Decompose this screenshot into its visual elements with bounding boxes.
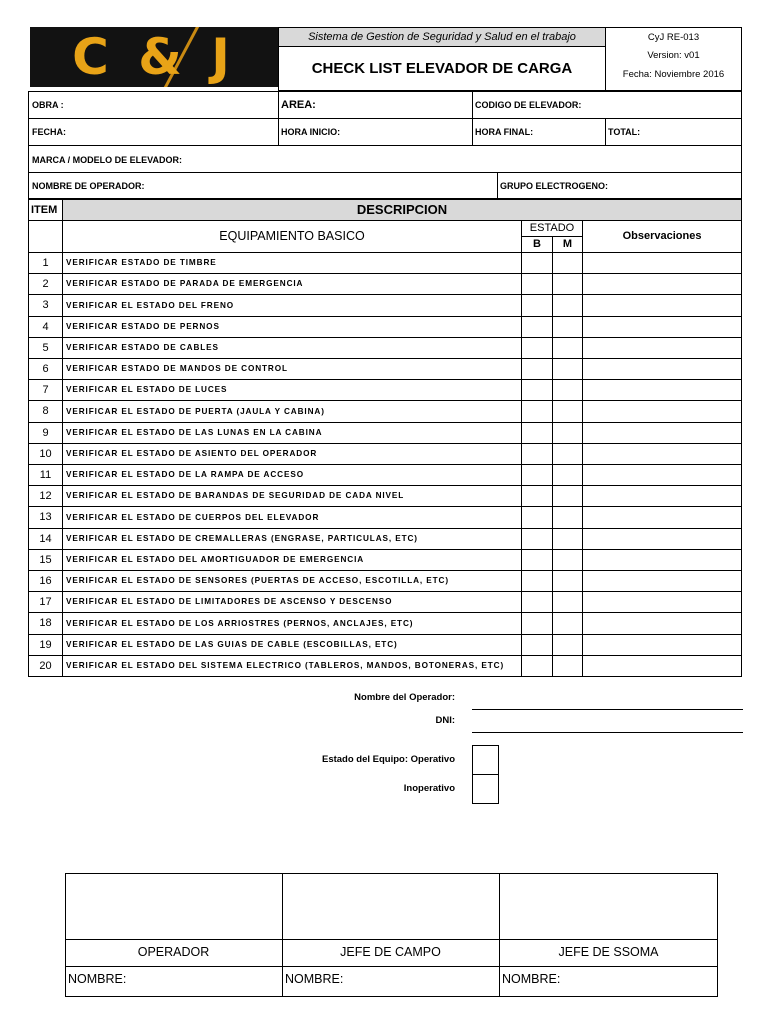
- logo-text: C & J: [72, 28, 236, 86]
- observaciones-cell[interactable]: [582, 400, 742, 423]
- signature-name-jefe-ssoma: NOMBRE:: [502, 972, 561, 986]
- divider: [65, 939, 718, 940]
- dni-line[interactable]: [472, 732, 743, 733]
- estado-b-cell[interactable]: [521, 506, 553, 529]
- field-total-label: TOTAL:: [608, 127, 641, 137]
- dni-label: DNI:: [435, 715, 455, 726]
- observaciones-cell[interactable]: [582, 570, 742, 592]
- item-subheader-cell: [28, 220, 63, 253]
- item-description-cell: VERIFICAR EL ESTADO DE SENSORES (PUERTAS DE ACCESO, ESCOTILLA, ETC): [62, 570, 522, 592]
- field-hora-inicio-label: HORA INICIO:: [281, 127, 341, 137]
- item-description-cell: VERIFICAR EL ESTADO DE LIMITADORES DE ASCENSO Y DESCENSO: [62, 591, 522, 613]
- item-description-cell: VERIFICAR EL ESTADO DE LAS LUNAS EN LA CABINA: [62, 422, 522, 444]
- document-code: CyJ RE-013: [647, 32, 700, 43]
- item-description-cell: VERIFICAR EL ESTADO DEL AMORTIGUADOR DE EMERGENCIA: [62, 549, 522, 571]
- field-area-label: AREA:: [281, 99, 316, 111]
- row-obra: [28, 91, 742, 119]
- item-description-cell: VERIFICAR EL ESTADO DE CREMALLERAS (ENGRASE, PARTICULAS, ETC): [62, 528, 522, 550]
- signature-area-jefe-campo[interactable]: [283, 873, 499, 939]
- item-number-cell: 5: [28, 337, 63, 359]
- estado-m-cell[interactable]: [552, 252, 583, 274]
- item-number-cell: 13: [28, 506, 63, 529]
- item-number-cell: 17: [28, 591, 63, 613]
- item-description-cell: VERIFICAR EL ESTADO DE LUCES: [62, 379, 522, 401]
- estado-b-cell[interactable]: [521, 337, 553, 359]
- estado-m-cell[interactable]: [552, 358, 583, 380]
- company-logo: [30, 27, 278, 87]
- item-header: ITEM: [28, 199, 63, 221]
- estado-b-cell[interactable]: [521, 422, 553, 444]
- item-description-cell: VERIFICAR ESTADO DE TIMBRE: [62, 252, 522, 274]
- signature-name-jefe-campo: NOMBRE:: [285, 972, 344, 986]
- item-number-cell: 19: [28, 634, 63, 656]
- item-number-cell: 2: [28, 273, 63, 295]
- estado-b-cell[interactable]: [521, 570, 553, 592]
- operativo-checkbox[interactable]: [472, 745, 499, 775]
- signature-role-operador: OPERADOR: [137, 945, 210, 959]
- observaciones-cell[interactable]: [582, 528, 742, 550]
- item-number-cell: 16: [28, 570, 63, 592]
- signature-role-jefe-ssoma: JEFE DE SSOMA: [558, 945, 659, 959]
- item-number-cell: 8: [28, 400, 63, 423]
- estado-m-cell[interactable]: [552, 634, 583, 656]
- item-number-cell: 6: [28, 358, 63, 380]
- estado-m-cell[interactable]: [552, 443, 583, 465]
- item-number-cell: 1: [28, 252, 63, 274]
- estado-b-cell[interactable]: [521, 273, 553, 295]
- observaciones-cell[interactable]: [582, 358, 742, 380]
- estado-m-cell[interactable]: [552, 316, 583, 338]
- estado-m-cell[interactable]: [552, 570, 583, 592]
- estado-m-cell[interactable]: [552, 294, 583, 317]
- estado-header: ESTADO: [521, 220, 583, 237]
- field-obra-label: OBRA :: [32, 100, 64, 110]
- system-name: Sistema de Gestion de Seguridad y Salud en el trabajo: [278, 27, 606, 47]
- item-description-cell: VERIFICAR EL ESTADO DE ASIENTO DEL OPERADOR: [62, 443, 522, 465]
- observaciones-cell[interactable]: [582, 273, 742, 295]
- signature-area-jefe-ssoma[interactable]: [500, 873, 718, 939]
- item-description-cell: VERIFICAR ESTADO DE MANDOS DE CONTROL: [62, 358, 522, 380]
- estado-m-cell[interactable]: [552, 612, 583, 635]
- document-title: CHECK LIST ELEVADOR DE CARGA: [278, 46, 606, 91]
- item-number-cell: 7: [28, 379, 63, 401]
- estado-b-cell[interactable]: [521, 252, 553, 274]
- estado-m-cell[interactable]: [552, 528, 583, 550]
- item-number-cell: 14: [28, 528, 63, 550]
- estado-m-cell[interactable]: [552, 591, 583, 613]
- estado-b-cell[interactable]: [521, 358, 553, 380]
- estado-m-cell[interactable]: [552, 549, 583, 571]
- item-number-cell: 20: [28, 655, 63, 677]
- inoperativo-label: Inoperativo: [403, 783, 455, 794]
- item-description-cell: VERIFICAR EL ESTADO DE BARANDAS DE SEGURIDAD DE CADA NIVEL: [62, 485, 522, 507]
- estado-b-cell[interactable]: [521, 655, 553, 677]
- estado-m-cell[interactable]: [552, 464, 583, 486]
- observaciones-cell[interactable]: [582, 612, 742, 635]
- estado-b-cell[interactable]: [521, 379, 553, 401]
- item-number-cell: 12: [28, 485, 63, 507]
- estado-equipo-label: Estado del Equipo: Operativo: [321, 754, 455, 765]
- nombre-operador-line[interactable]: [472, 709, 743, 710]
- nombre-operador-label: Nombre del Operador:: [354, 692, 455, 703]
- item-description-cell: VERIFICAR EL ESTADO DE LOS ARRIOSTRES (PERNOS, ANCLAJES, ETC): [62, 612, 522, 635]
- item-number-cell: 3: [28, 294, 63, 317]
- document-date: Fecha: Noviembre 2016: [622, 69, 725, 80]
- signature-role-jefe-campo: JEFE DE CAMPO: [340, 945, 441, 959]
- field-hora-final-label: HORA FINAL:: [475, 127, 534, 137]
- estado-m-cell[interactable]: [552, 506, 583, 529]
- field-operador-label: NOMBRE DE OPERADOR:: [32, 181, 145, 191]
- signature-name-operador: NOMBRE:: [68, 972, 127, 986]
- estado-b-cell[interactable]: [521, 528, 553, 550]
- field-grupo-label: GRUPO ELECTROGENO:: [500, 181, 609, 191]
- item-number-cell: 9: [28, 422, 63, 444]
- observaciones-cell[interactable]: [582, 252, 742, 274]
- estado-m-cell[interactable]: [552, 422, 583, 444]
- item-description-cell: VERIFICAR EL ESTADO DE PUERTA (JAULA Y CABINA): [62, 400, 522, 423]
- estado-b-cell[interactable]: [521, 612, 553, 635]
- estado-b-cell[interactable]: [521, 485, 553, 507]
- item-description-cell: VERIFICAR EL ESTADO DEL FRENO: [62, 294, 522, 317]
- estado-b-cell[interactable]: [521, 443, 553, 465]
- equipamiento-header: EQUIPAMIENTO BASICO: [62, 220, 522, 253]
- observaciones-cell[interactable]: [582, 294, 742, 317]
- estado-m-header: M: [552, 236, 583, 253]
- document-meta-box: [605, 27, 742, 91]
- estado-m-cell[interactable]: [552, 485, 583, 507]
- descripcion-header: DESCRIPCION: [62, 199, 742, 221]
- estado-m-cell[interactable]: [552, 273, 583, 295]
- item-description-cell: VERIFICAR EL ESTADO DE CUERPOS DEL ELEVADOR: [62, 506, 522, 529]
- field-marca-label: MARCA / MODELO DE ELEVADOR:: [32, 155, 182, 165]
- item-number-cell: 4: [28, 316, 63, 338]
- divider: [65, 966, 718, 967]
- estado-b-cell[interactable]: [521, 464, 553, 486]
- item-number-cell: 11: [28, 464, 63, 486]
- item-number-cell: 10: [28, 443, 63, 465]
- estado-b-cell[interactable]: [521, 634, 553, 656]
- item-description-cell: VERIFICAR EL ESTADO DE LAS GUIAS DE CABLE (ESCOBILLAS, ETC): [62, 634, 522, 656]
- field-fecha-label: FECHA:: [32, 127, 66, 137]
- estado-b-cell[interactable]: [521, 316, 553, 338]
- item-description-cell: VERIFICAR EL ESTADO DE LA RAMPA DE ACCESO: [62, 464, 522, 486]
- observaciones-cell[interactable]: [582, 485, 742, 507]
- observaciones-cell[interactable]: [582, 316, 742, 338]
- item-number-cell: 18: [28, 612, 63, 635]
- estado-b-cell[interactable]: [521, 549, 553, 571]
- observaciones-cell[interactable]: [582, 422, 742, 444]
- document-version: Version: v01: [647, 50, 700, 61]
- observaciones-header: Observaciones: [582, 220, 742, 253]
- estado-b-cell[interactable]: [521, 400, 553, 423]
- estado-m-cell[interactable]: [552, 400, 583, 423]
- estado-b-cell[interactable]: [521, 591, 553, 613]
- estado-b-cell[interactable]: [521, 294, 553, 317]
- item-description-cell: VERIFICAR ESTADO DE PERNOS: [62, 316, 522, 338]
- estado-m-cell[interactable]: [552, 337, 583, 359]
- field-codigo-label: CODIGO DE ELEVADOR:: [475, 100, 582, 110]
- signature-area-operador[interactable]: [65, 873, 282, 939]
- item-description-cell: VERIFICAR EL ESTADO DEL SISTEMA ELECTRICO (TABLEROS, MANDOS, BOTONERAS, ETC): [62, 655, 522, 677]
- item-description-cell: VERIFICAR ESTADO DE CABLES: [62, 337, 522, 359]
- observaciones-cell[interactable]: [582, 506, 742, 529]
- item-number-cell: 15: [28, 549, 63, 571]
- observaciones-cell[interactable]: [582, 549, 742, 571]
- observaciones-cell[interactable]: [582, 443, 742, 465]
- observaciones-cell[interactable]: [582, 464, 742, 486]
- observaciones-cell[interactable]: [582, 591, 742, 613]
- observaciones-cell[interactable]: [582, 655, 742, 677]
- estado-m-cell[interactable]: [552, 379, 583, 401]
- inoperativo-checkbox[interactable]: [472, 774, 499, 804]
- observaciones-cell[interactable]: [582, 634, 742, 656]
- item-description-cell: VERIFICAR ESTADO DE PARADA DE EMERGENCIA: [62, 273, 522, 295]
- observaciones-cell[interactable]: [582, 379, 742, 401]
- observaciones-cell[interactable]: [582, 337, 742, 359]
- estado-b-header: B: [521, 236, 553, 253]
- estado-m-cell[interactable]: [552, 655, 583, 677]
